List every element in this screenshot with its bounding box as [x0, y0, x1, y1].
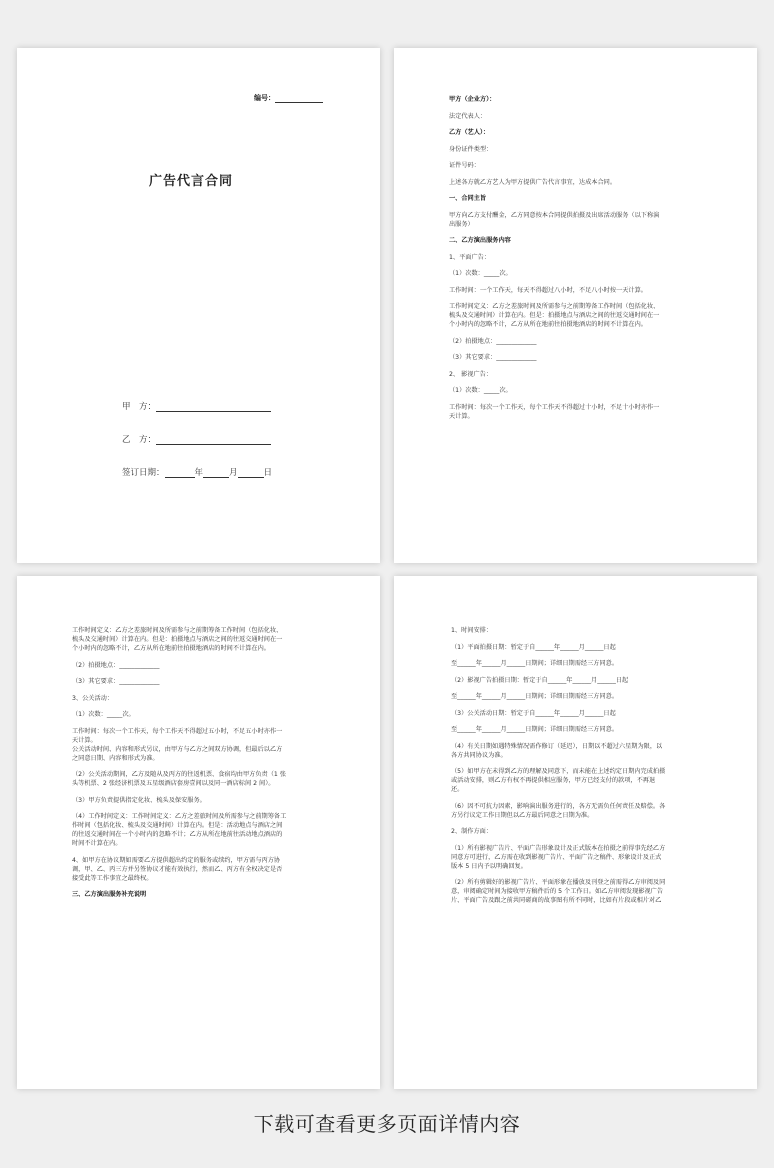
number-blank: [275, 93, 323, 103]
signing-date: 签订日期： 年 月 日: [122, 468, 273, 478]
text-line: 出服务）: [449, 220, 474, 228]
page-title: 广告代言合同: [149, 174, 234, 189]
party-b-signature: 乙 方：: [122, 433, 271, 445]
text-line: 头等机票、2 张经济机票及五星级酒店套房壹间以及同一酒店标间 2 间）。: [72, 780, 275, 787]
text-line: 天计算。: [72, 736, 97, 744]
text-line: 个小时内的忽略不计，乙方从所在地前往拍摄地酒店的时间不计算在内。: [72, 645, 270, 652]
text-line: 或活动安排，则乙方有权不再提供相应服务，甲方已经支付的款项，不再退: [451, 777, 656, 784]
text-line: （2）拍摄地点：_____________: [449, 337, 537, 345]
text-line: （3）公关活动日期：暂定于自______年______月______日起: [451, 709, 616, 717]
text-line: 还。: [451, 786, 464, 793]
text-line: 工作时间定义：乙方之差旅时间及所需参与之前期筹备工作时间（包括化妆、: [72, 627, 283, 634]
section-heading: 甲方（企业方）：: [449, 96, 496, 103]
text-line: （2）所有剪辑好的影视广告片、平面形象在播放及刊登之前需得乙方审阅及同: [451, 879, 666, 886]
text-line: 同意方可进行，乙方需在收到影视广告片、平面广告之稿件、形象设计及正式: [451, 853, 662, 861]
text-line: 至______年______月______日期间；详细日期需经三方同意。: [451, 693, 619, 700]
text-line: 2、 影视广告：: [449, 370, 493, 378]
section-heading: 一、合同主旨: [449, 195, 487, 202]
text-line: 梳头及交通时间）计算在内。但是：拍摄地点与酒店之间的往返交通时间在一: [449, 312, 660, 319]
section-heading: 三、乙方演出服务补充说明: [72, 891, 147, 898]
text-line: 1、时间安排：: [451, 627, 493, 634]
cover-page: [17, 48, 380, 563]
text-line: 之同意日期、内容和形式为准。: [72, 754, 159, 762]
contract-page-3: [17, 576, 380, 1089]
text-line: 2、制作方面：: [451, 828, 493, 835]
section-heading: 二、乙方演出服务内容: [449, 237, 511, 244]
text-line: （4）有关日期如遇特殊情况需作修订（延迟），日期以不超过六星期为限，以: [451, 742, 663, 750]
text-line: （2）影视广告拍摄日期：暂定于自______年______月______日起: [451, 676, 629, 684]
text-line: 身份证件类型：: [449, 145, 493, 153]
text-line: 意，审阅确定时间为接收甲方稿件后的 5 个工作日。如乙方审阅发现影视广告: [451, 888, 664, 895]
page-body: [451, 626, 719, 905]
text-line: 的往返交通时间在一个小时内的忽略不计；乙方从所在地前往活动地点酒店的: [72, 831, 283, 838]
text-line: 个小时内的忽略不计，乙方从所在地前往拍摄地酒店的时间不计算在内。: [449, 321, 647, 328]
text-line: （2）公关活动期间，乙方及随从及丙方的往返机票、食宿均由甲方负责（1 张: [72, 771, 287, 778]
text-line: 方另行议定工作日期但以乙方最后同意之日期为准。: [451, 811, 594, 819]
text-line: 接受此等工作事宜之最终权。: [72, 874, 153, 882]
text-line: （1）平面拍摄日期：暂定于自______年______月______日起: [451, 643, 616, 651]
text-line: 4、如甲方在协议期如需要乙方提供超出约定的服务或续约，甲方需与丙方协: [72, 856, 281, 864]
text-line: 片、平面广告及跟之前共同磋商的故事图有所不同时，比如有片段或相片对乙: [451, 897, 662, 904]
contract-page-2: [394, 48, 757, 563]
text-line: 法定代表人：: [449, 112, 487, 120]
text-line: 3、公关活动：: [72, 694, 114, 702]
text-line: 工作时间：一个工作天，每天不得超过八小时，不足八小时按一天计算。: [449, 286, 647, 294]
text-line: 各方共同协议为准。: [451, 751, 507, 759]
page-body: [449, 95, 717, 421]
text-line: （5）如甲方在未得到乙方的理解及同意下，而未能在上述约定日期内完成拍摄: [451, 768, 666, 775]
text-line: 时间不计算在内。: [72, 840, 122, 847]
text-line: 证件号码：: [449, 162, 480, 169]
text-line: （3）其它要求：_____________: [449, 354, 537, 361]
text-line: 上述各方就乙方艺人为甲方提供广告代言事宜，达成本合同。: [449, 178, 617, 186]
text-line: 工作时间定义：乙方之差旅时间及所需参与之前期筹备工作时间（包括化妆、: [449, 303, 660, 310]
text-line: 梳头及交通时间）计算在内。但是：拍摄地点与酒店之间的往返交通时间在一: [72, 636, 283, 643]
contract-number: 编号：: [254, 93, 323, 103]
text-line: （1）所有影视广告片、平面广告形象设计及正式版本在拍摄之前得事先经乙方: [451, 844, 666, 852]
text-line: 1、平面广告：: [449, 253, 491, 261]
text-line: 至______年______月______日期间；详细日期需经三方同意。: [451, 726, 619, 733]
page-body: [72, 626, 340, 899]
text-line: （6）因不可抗力因素，影响演出服务进行的，各方无需负任何责任及赔偿。各: [451, 802, 666, 810]
text-line: 调，甲、乙、丙三方并另签协议才能有效执行，然而乙、丙方有全权决定是否: [72, 865, 283, 873]
download-more-link[interactable]: 下载可查看更多页面详情内容: [253, 1112, 521, 1136]
text-line: 至______年______月______日期间；详细日期需经三方同意。: [451, 660, 619, 667]
text-line: 工作时间：每次一个工作天，每个工作天不得超过五小时，不足五小时亦作一: [72, 727, 283, 735]
text-line: （3）甲方负责提供指定化妆、梳头及保安服务。: [72, 796, 206, 804]
text-line: （1）次数：_____次。: [72, 711, 135, 718]
text-line: 版本 5 日内予以明确回复。: [451, 862, 527, 870]
text-line: 甲方向乙方支付酬金，乙方同意按本合同提供拍摄及出席活动服务（以下称演: [449, 211, 660, 219]
text-line: （1）次数：_____次。: [449, 270, 512, 277]
section-heading: 乙方（艺人）：: [449, 129, 490, 136]
text-line: 天计算。: [449, 412, 474, 420]
text-line: （1）次数：_____次。: [449, 387, 512, 394]
party-a-signature: 甲 方：: [122, 400, 271, 412]
text-line: （4）工作时间定义：工作时间定义：乙方之差旅时间及所需参与之前期筹备工: [72, 813, 287, 820]
text-line: （3）其它要求：_____________: [72, 678, 160, 685]
text-line: 公关活动时间、内容和形式另议，由甲方与乙方之间双方协调，但最后以乙方: [72, 745, 283, 753]
text-line: 作时间（包括化妆、梳头及交通时间）计算在内。但是：活动地点与酒店之间: [72, 822, 283, 829]
contract-page-4: [394, 576, 757, 1089]
text-line: （2）拍摄地点：_____________: [72, 661, 160, 669]
text-line: 工作时间：每次一个工作天，每个工作天不得超过十小时，不足十小时亦作一: [449, 403, 660, 411]
